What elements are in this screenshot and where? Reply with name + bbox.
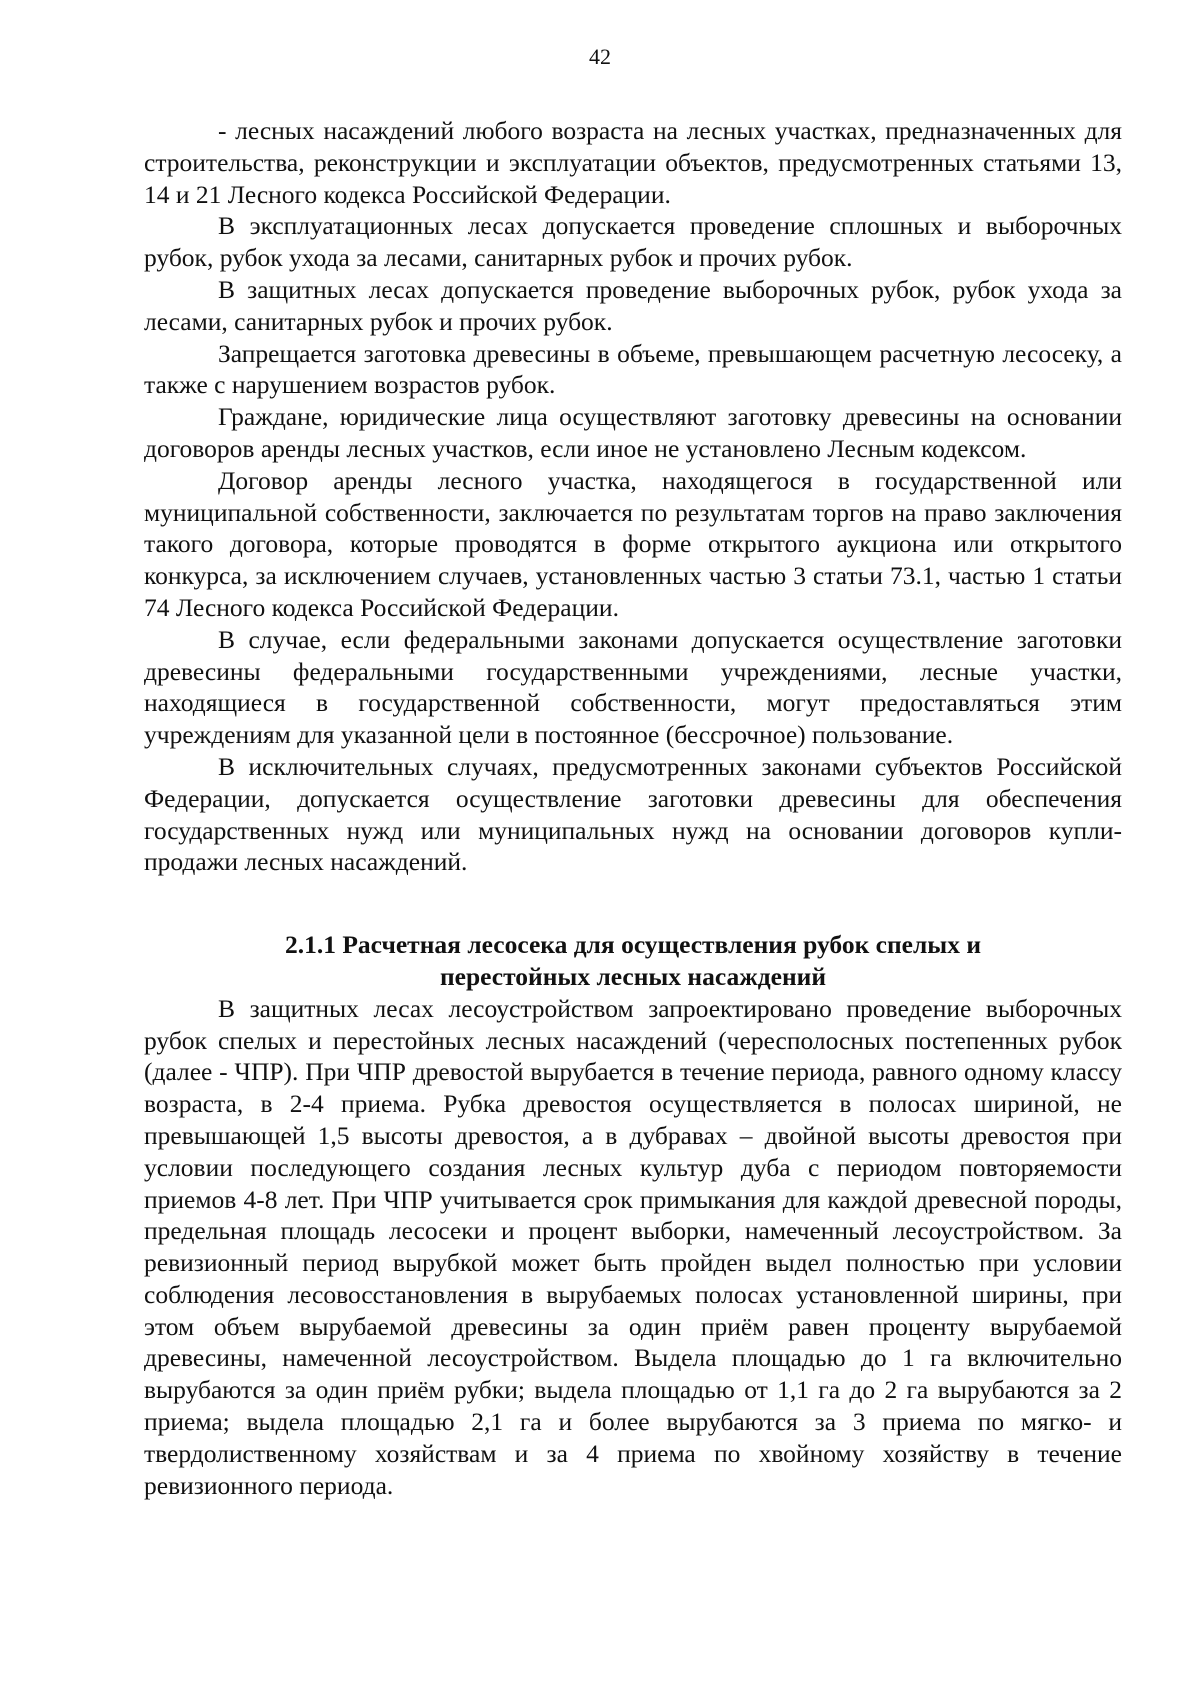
paragraph-exceptional-cases: В исключительных случаях, предусмотренных законами субъектов Российской Федерации, допускается осуществление заготовки древесины для обеспечения государственных нужд или муниципальных нужд на основании договоров купли-продажи лесных насаждений. bbox=[144, 751, 1122, 877]
paragraph-prohibition: Запрещается заготовка древесины в объеме, превышающем расчетную лесосеку, а также с нарушением возрастов рубок. bbox=[144, 338, 1122, 400]
paragraph-citizens-legal-entities: Граждане, юридические лица осуществляют заготовку древесины на основании договоров аренды лесных участков, если иное не установлено Лесным кодексом. bbox=[144, 402, 1122, 463]
page-number: 42 bbox=[589, 44, 611, 69]
section-heading-line-2: перестойных лесных насаждений bbox=[439, 961, 827, 991]
section-heading-line-1: 2.1.1 Расчетная лесосека для осуществления рубок спелых и bbox=[284, 930, 982, 960]
paragraph-list-item-forest-plantations: - лесных насаждений любого возраста на лесных участках, предназначенных для строительства, реконструкции и эксплуатации объектов, предусмотренных статьями 13, 14 и 21 Лесного кодекса Российской Федерации. bbox=[144, 116, 1122, 209]
paragraph-section-body: В защитных лесах лесоустройством запроектировано проведение выборочных рубок спелых и перестойных лесных насаждений (чересполосных постепенных рубок (далее - ЧПР). При ЧПР древостой вырубается в течение периода, равного одному классу возраста, в 2-4 приема. Рубка древостоя осуществляется в полосах шириной, не превышающей 1,5 высоты древостоя, а в дубравах – двойной высоты древостоя при условии последующего создания лесных культур дуба с периодом повторяемости приемов 4-8 лет. При ЧПР учитывается срок примыкания для каждой древесной породы, предельная площадь лесосеки и процент выборки, намеченный лесоустройством. За ревизионный период вырубкой может быть пройден выдел полностью при условии соблюдения лесовосстановления в вырубаемых полосах установленной ширины, при этом объем вырубаемой древесины за один приём равен проценту вырубаемой древесины, намеченной лесоустройством. Выдела площадью до 1 га включительно вырубаются за один приём рубки; выдела площадью от 1,1 га до 2 га вырубаются за 2 приема; выдела площадью 2,1 га и более вырубаются за 3 приема по мягко- и твердолиственному хозяйствам и за 4 приема по хвойному хозяйству в течение ревизионного периода. bbox=[144, 993, 1122, 1500]
section-heading bbox=[144, 929, 1122, 993]
paragraph-protective-forests: В защитных лесах допускается проведение выборочных рубок, рубок ухода за лесами, санитарных рубок и прочих рубок. bbox=[144, 274, 1122, 336]
paragraph-federal-institutions: В случае, если федеральными законами допускается осуществление заготовки древесины федеральными государственными учреждениями, лесные участки, находящиеся в государственной собственности, могут предоставляться этим учреждениям для указанной цели в постоянное (бессрочное) пользование. bbox=[144, 624, 1122, 750]
document-body bbox=[144, 115, 1122, 1501]
paragraph-lease-agreement: Договор аренды лесного участка, находящегося в государственной или муниципальной собственности, заключается по результатам торгов на право заключения такого договора, которые проводятся в форме открытого аукциона или открытого конкурса, за исключением случаев, установленных частью 3 статьи 73.1, частью 1 статьи 74 Лесного кодекса Российской Федерации. bbox=[144, 465, 1122, 622]
paragraph-exploitation-forests: В эксплуатационных лесах допускается проведение сплошных и выборочных рубок, рубок ухода за лесами, санитарных рубок и прочих рубок. bbox=[144, 211, 1122, 273]
